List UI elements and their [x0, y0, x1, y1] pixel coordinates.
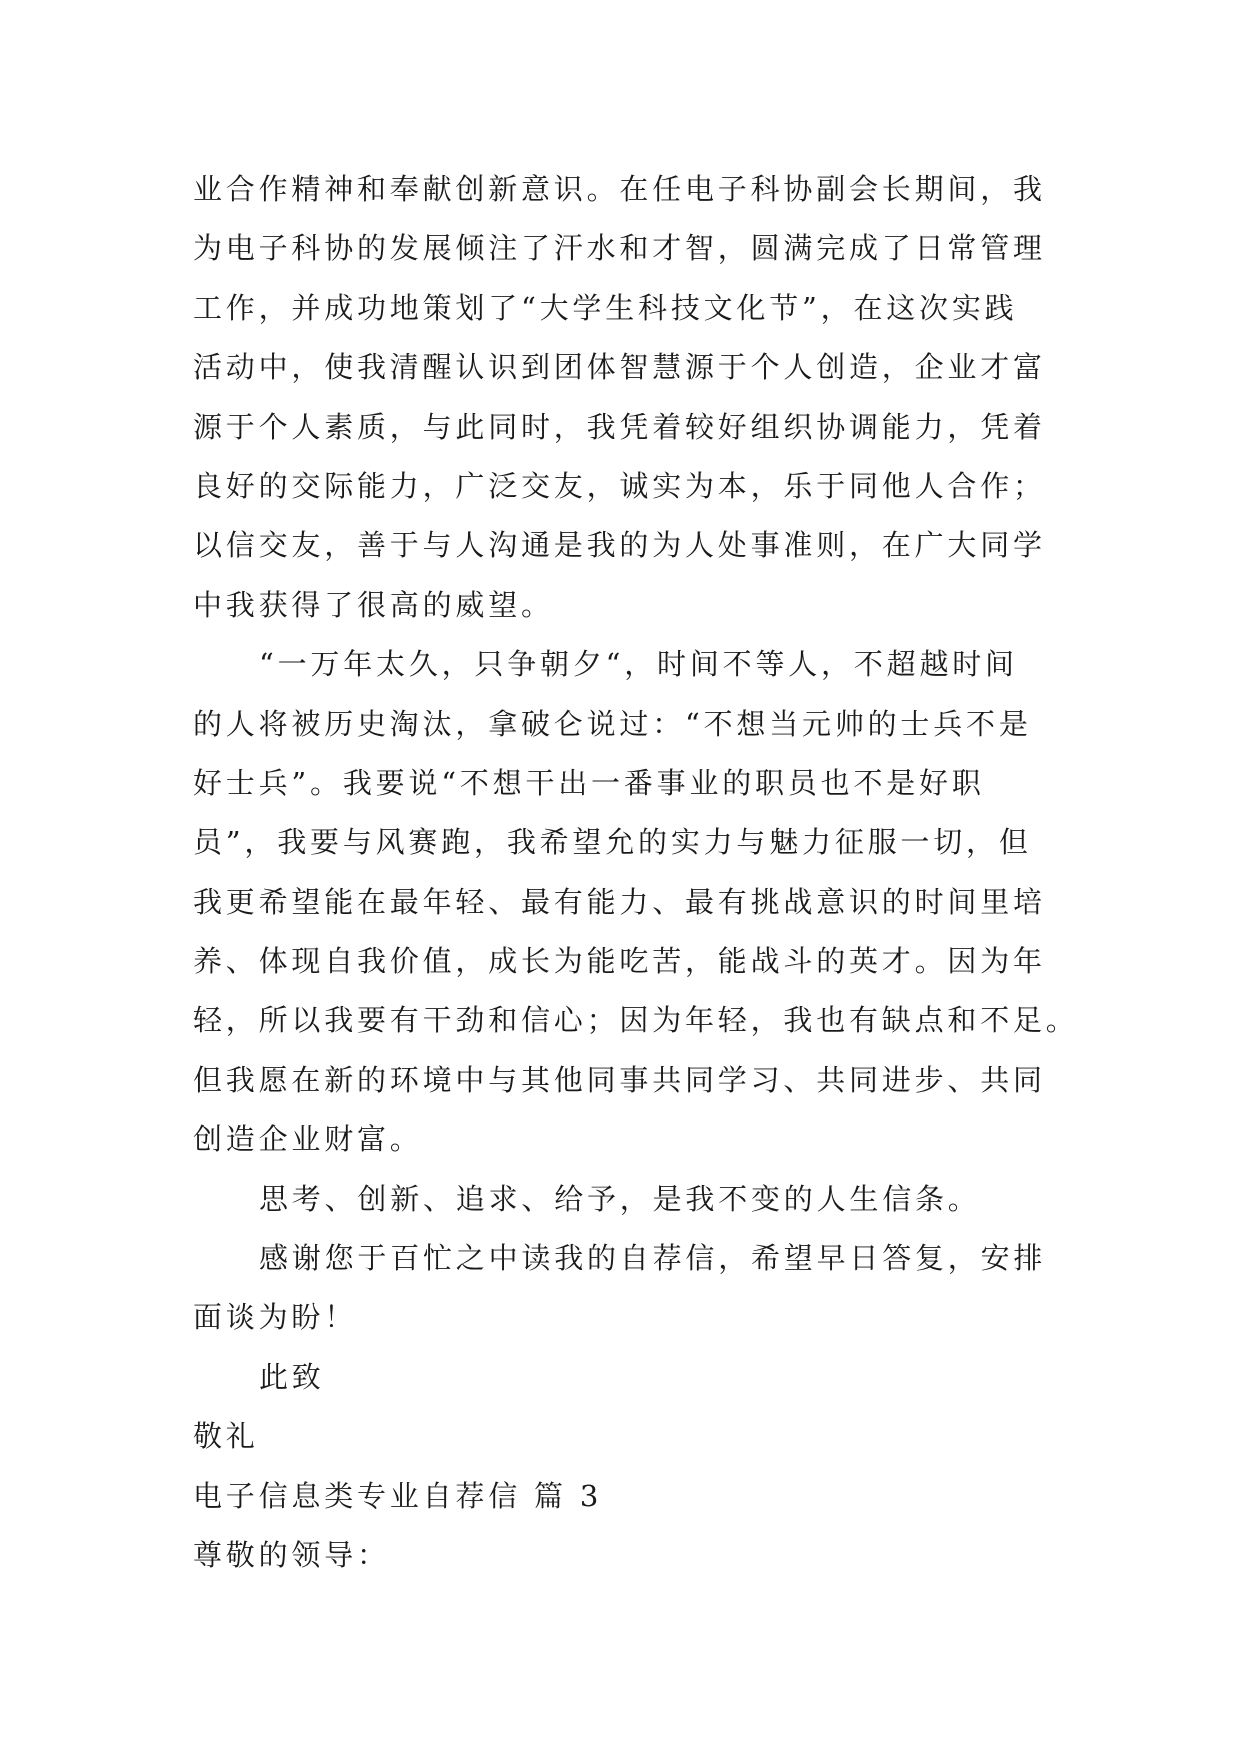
- text-line: 业合作精神和奉献创新意识。在任电子科协副会长期间，我: [193, 172, 1046, 206]
- text-line: 员”，我要与风赛跑，我希望允的实力与魅力征服一切，但: [193, 825, 1032, 860]
- letter-body: [193, 160, 1079, 1585]
- text-line: 思考、创新、追求、给予，是我不变的人生信条。: [259, 1181, 981, 1216]
- text-line: 的人将被历史淘汰，拿破仑说过：“不想当元帅的士兵不是: [193, 706, 1032, 741]
- text-line: 活动中，使我清醒认识到团体智慧源于个人创造，企业才富: [193, 350, 1046, 385]
- text-line: “一万年太久，只争朝夕“，时间不等人，不超越时间: [259, 647, 1018, 682]
- text-line: 以信交友，善于与人沟通是我的为人处事准则，在广大同学: [193, 528, 1046, 563]
- text-line: 为电子科协的发展倾注了汗水和才智，圆满完成了日常管理: [193, 231, 1046, 266]
- text-line: 养、体现自我价值，成长为能吃苦，能战斗的英才。因为年: [193, 944, 1046, 979]
- text-line: 此致: [259, 1359, 325, 1394]
- text-line: 尊敬的领导：: [193, 1537, 390, 1572]
- text-line: 创造企业财富。: [193, 1122, 423, 1157]
- text-line: 中我获得了很高的威望。: [193, 587, 554, 622]
- text-line: 面谈为盼！: [193, 1300, 358, 1335]
- text-line: 好士兵”。我要说“不想干出一番事业的职员也不是好职: [193, 765, 985, 800]
- text-line: 轻，所以我要有干劲和信心；因为年轻，我也有缺点和不足。: [193, 1003, 1079, 1038]
- text-line: 电子信息类专业自荐信 篇 3: [193, 1478, 603, 1513]
- text-line: 良好的交际能力，广泛交友，诚实为本，乐于同他人合作；: [193, 468, 1046, 503]
- text-line: 感谢您于百忙之中读我的自荐信，希望早日答复，安排: [259, 1241, 1047, 1276]
- text-line: 源于个人素质，与此同时，我凭着较好组织协调能力，凭着: [193, 409, 1046, 444]
- text-line: 敬礼: [193, 1419, 259, 1454]
- text-line: 我更希望能在最年轻、最有能力、最有挑战意识的时间里培: [193, 884, 1046, 919]
- text-line: 工作，并成功地策划了“大学生科技文化节”，在这次实践: [193, 290, 1018, 325]
- text-line: 但我愿在新的环境中与其他同事共同学习、共同进步、共同: [193, 1062, 1046, 1097]
